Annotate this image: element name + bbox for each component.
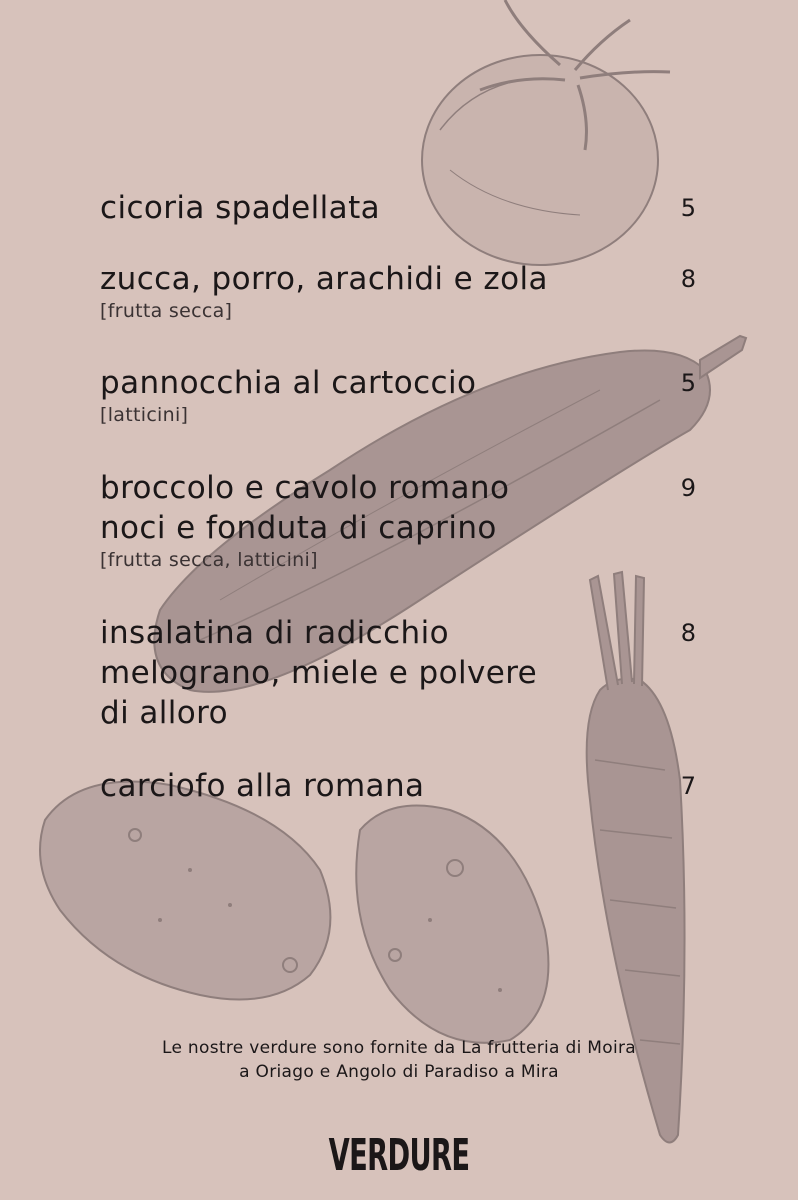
section-title: VERDURE [328,1130,470,1181]
item-name: carciofo alla romana [100,768,425,804]
item-name: cicoria spadellata [100,190,381,226]
menu-item [100,363,700,427]
item-price: 7 [680,772,696,800]
menu-item [100,766,700,806]
menu-item [100,468,700,572]
menu-item [100,259,700,323]
item-price: 5 [680,369,696,397]
item-allergens: [frutta secca] [100,300,233,322]
menu-item [100,613,700,733]
item-price: 8 [680,265,696,293]
item-allergens: [latticini] [100,404,189,426]
item-price: 8 [680,619,696,647]
item-allergens: [frutta secca, latticini] [100,549,318,571]
item-price: 5 [680,194,696,222]
supplier-note: Le nostre verdure sono fornite da La frutteria di Moira a Oriago e Angolo di Paradiso a Mira [162,1038,636,1082]
item-name: pannocchia al cartoccio [100,365,477,401]
item-name: zucca, porro, arachidi e zola [100,261,548,297]
item-name: insalatina di radicchio melograno, miele e polvere di alloro [100,615,538,731]
item-price: 9 [680,474,696,502]
item-name: broccolo e cavolo romano noci e fonduta di caprino [100,470,510,546]
menu-item [100,188,700,228]
